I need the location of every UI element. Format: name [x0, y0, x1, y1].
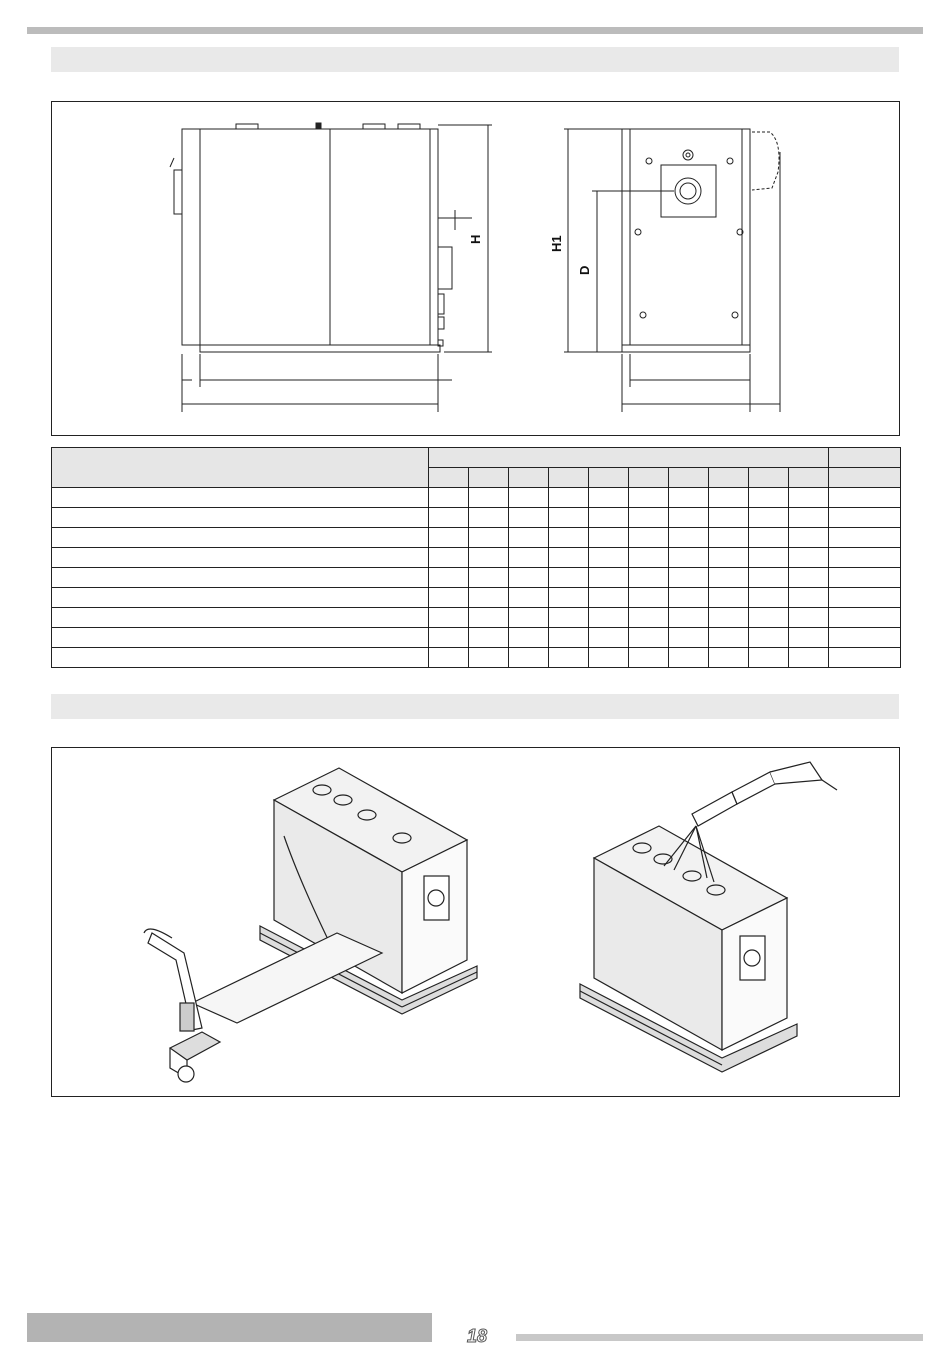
boiler-on-pallet-truck — [144, 768, 477, 1082]
table-row — [52, 568, 901, 588]
label-h: H — [468, 234, 483, 244]
handling-illustration-frame — [51, 747, 900, 1097]
table-row — [52, 588, 901, 608]
dimensions-table — [51, 447, 901, 668]
dimension-drawing — [52, 102, 899, 435]
footer-bar-left — [27, 1313, 432, 1342]
table-row — [52, 648, 901, 668]
bolt-holes — [635, 158, 743, 318]
footer-bar-right — [516, 1334, 923, 1341]
side-view-body — [182, 129, 438, 345]
handling-illustration — [52, 748, 899, 1096]
table-row — [52, 628, 901, 648]
table-header-models — [429, 448, 829, 468]
table-header-unit — [829, 448, 901, 468]
page-number: 18 — [466, 1326, 488, 1346]
boiler-lifted-by-crane — [580, 762, 837, 1072]
table-row — [52, 548, 901, 568]
dimension-drawing-frame — [51, 101, 900, 436]
label-h1: H1 — [549, 235, 564, 252]
table-row — [52, 528, 901, 548]
label-d: D — [577, 265, 592, 275]
table-row — [52, 608, 901, 628]
table-row — [52, 488, 901, 508]
top-rule — [27, 27, 923, 34]
table-header-label — [52, 448, 429, 488]
table-row — [52, 508, 901, 528]
section-header-dimensions — [51, 47, 899, 72]
section-header-handling — [51, 694, 899, 719]
